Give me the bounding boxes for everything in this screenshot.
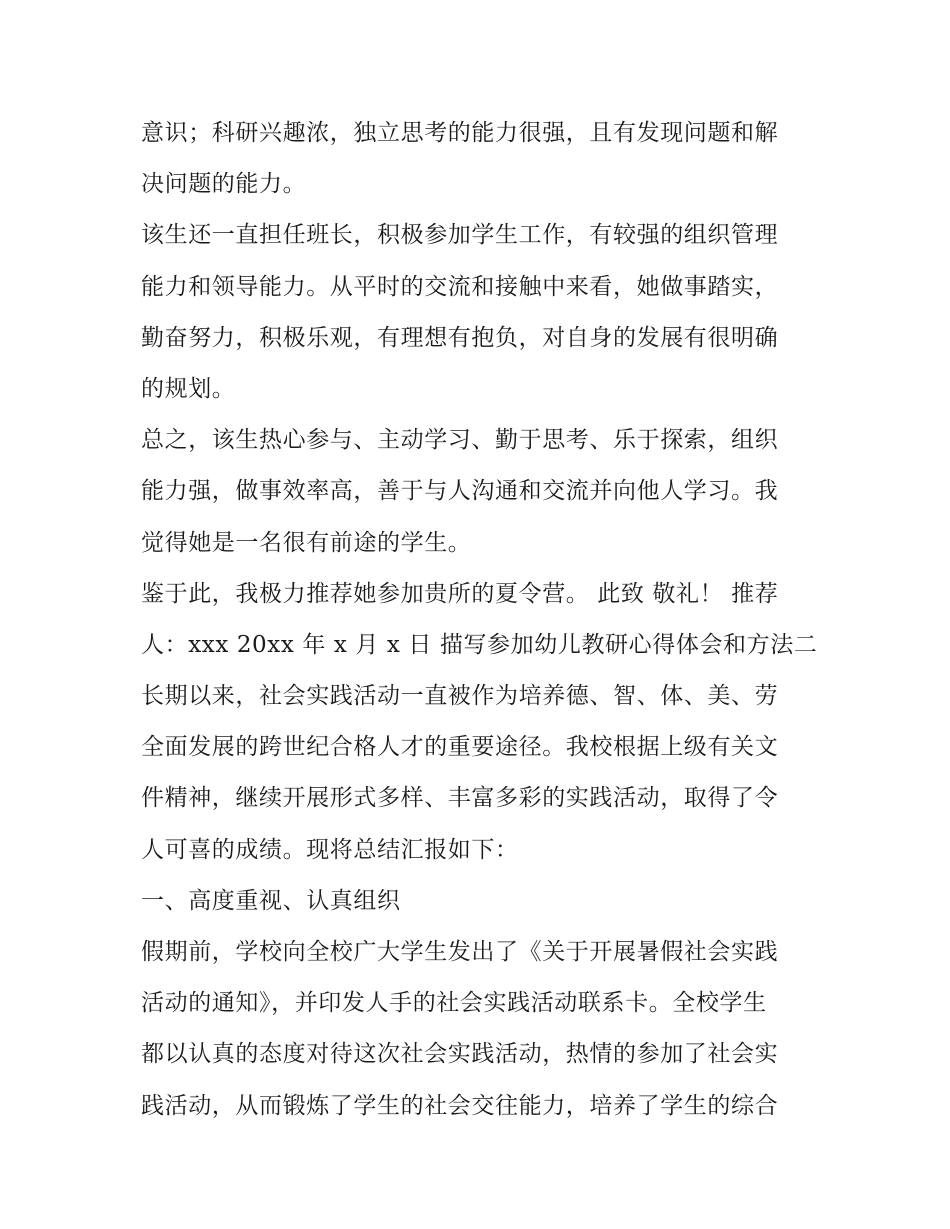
text-line: 勤奋努力，积极乐观，有理想有抱负，对自身的发展有很明确 [141,324,779,351]
text-line: 人：xxx 20xx 年 x 月 x 日 描写参加幼儿教研心得体会和方法二 [141,631,818,658]
document-body [141,108,821,1132]
text-line: 假期前，学校向全校广大学生发出了《关于开展暑假社会实践 [141,939,779,965]
text-line: 都以认真的态度对待这次社会实践活动，热情的参加了社会实 [141,1041,779,1068]
text-line: 全面发展的跨世纪合格人才的重要途径。我校根据上级有关文 [141,734,779,761]
text-line: 践活动，从而锻炼了学生的社会交往能力，培养了学生的综合 [141,1092,779,1119]
text-line: 该生还一直担任班长，积极参加学生工作，有较强的组织管理 [141,222,779,249]
text-line: 件精神，继续开展形式多样、丰富多彩的实践活动，取得了令 [141,785,779,812]
text-line: 鉴于此，我极力推荐她参加贵所的夏令营。 此致 敬礼！ 推荐 [141,580,779,607]
text-line: 的规划。 [141,375,236,402]
text-line: 活动的通知》，并印发人手的社会实践活动联系卡。全校学生 [141,990,767,1017]
text-line: 能力和领导能力。从平时的交流和接触中来看，她做事踏实， [141,273,779,300]
text-line: 长期以来，社会实践活动一直被作为培养德、智、体、美、劳 [141,683,779,710]
text-line: 意识；科研兴趣浓，独立思考的能力很强，且有发现问题和解 [141,120,779,146]
text-line: 人可喜的成绩。现将总结汇报如下： [141,836,519,863]
text-line: 能力强，做事效率高，善于与人沟通和交流并向他人学习。我 [141,478,779,505]
section-heading: 一、高度重视、认真组织 [141,887,401,914]
text-line: 决问题的能力。 [141,171,307,198]
text-line: 总之，该生热心参与、主动学习、勤于思考、乐于探索，组织 [141,427,779,454]
text-line: 觉得她是一名很有前途的学生。 [141,529,472,556]
